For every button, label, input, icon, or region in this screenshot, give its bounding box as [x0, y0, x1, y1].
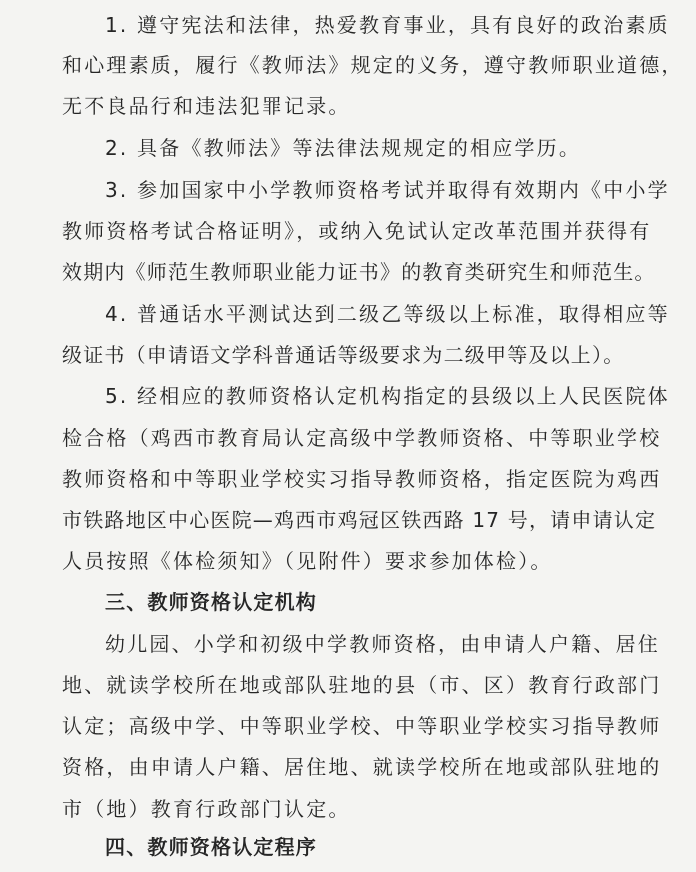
paragraph-line: 市（地）教育行政部门认定。	[62, 797, 351, 821]
paragraph-line: 幼儿园、小学和初级中学教师资格，由申请人户籍、居住	[105, 632, 660, 656]
paragraph-line: 效期内《师范生教师职业能力证书》的教育类研究生和师范生。	[62, 260, 656, 284]
paragraph-line: 3. 参加国家中小学教师资格考试并取得有效期内《中小学	[105, 178, 670, 202]
paragraph-line: 和心理素质，履行《教师法》规定的义务，遵守教师职业道德，	[62, 53, 684, 77]
paragraph-line: 2. 具备《教师法》等法律法规规定的相应学历。	[105, 136, 582, 160]
paragraph-line: 检合格（鸡西市教育局认定高级中学教师资格、中等职业学校	[62, 426, 662, 450]
section-heading: 三、教师资格认定机构	[105, 590, 317, 614]
paragraph-line: 1. 遵守宪法和法律，热爱教育事业，具有良好的政治素质	[105, 13, 670, 37]
section-heading: 四、教师资格认定程序	[105, 835, 317, 859]
paragraph-line: 资格，由申请人户籍、居住地、就读学校所在地或部队驻地的	[62, 755, 662, 779]
paragraph-line: 人员按照《体检须知》（见附件）要求参加体检）。	[62, 549, 553, 573]
paragraph-line: 认定；高级中学、中等职业学校、中等职业学校实习指导教师	[62, 714, 662, 738]
paragraph-line: 5. 经相应的教师资格认定机构指定的县级以上人民医院体	[105, 384, 670, 408]
paragraph-line: 4. 普通话水平测试达到二级乙等级以上标准，取得相应等	[105, 302, 670, 326]
paragraph-line: 无不良品行和违法犯罪记录。	[62, 94, 351, 118]
paragraph-line: 地、就读学校所在地或部队驻地的县（市、区）教育行政部门	[62, 673, 662, 697]
paragraph-line: 市铁路地区中心医院—鸡西市鸡冠区铁西路 17 号，请申请认定	[62, 508, 657, 532]
paragraph-line: 级证书（申请语文学科普通话等级要求为二级甲等及以上）。	[62, 343, 625, 367]
paragraph-line: 教师资格和中等职业学校实习指导教师资格，指定医院为鸡西	[62, 467, 662, 491]
paragraph-line: 教师资格考试合格证明》，或纳入免试认定改革范围并获得有	[62, 219, 652, 243]
